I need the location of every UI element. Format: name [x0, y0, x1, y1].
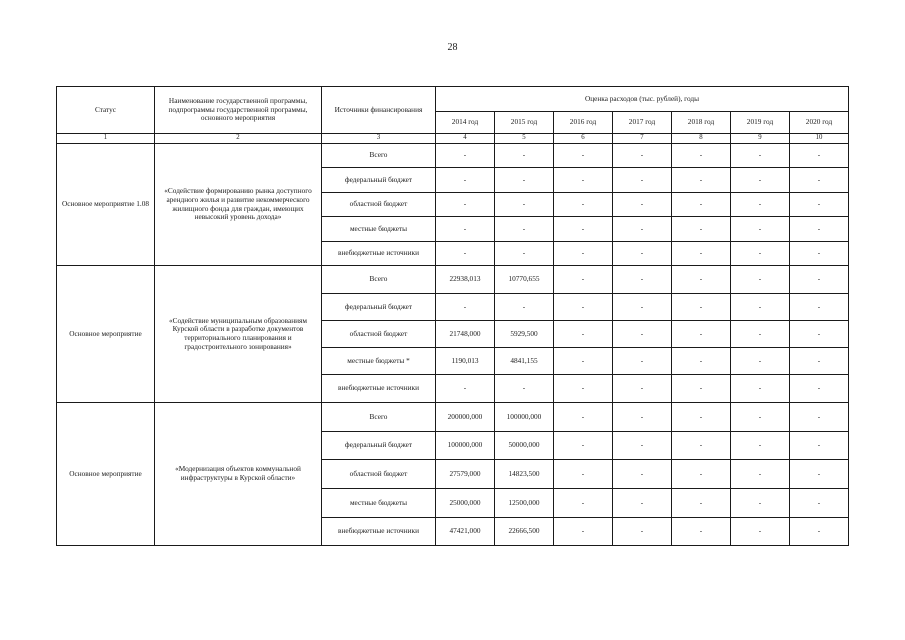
expense-value: 47421,000	[436, 518, 495, 546]
funding-source: местные бюджеты	[322, 489, 436, 518]
column-number: 2	[155, 134, 322, 144]
expense-value: -	[731, 348, 790, 375]
expense-value: -	[495, 242, 554, 266]
measure-name: «Содействие формированию рынка доступного арендного жилья и развитие некоммерческого жилищного фонда для граждан, имеющих невысокий уровень дохода»	[155, 144, 322, 266]
expense-value: -	[731, 460, 790, 489]
expense-value: -	[436, 217, 495, 242]
expense-value: 10770,655	[495, 266, 554, 294]
expense-value: -	[554, 242, 613, 266]
expense-value: -	[672, 348, 731, 375]
expense-value: -	[672, 193, 731, 217]
funding-source: внебюджетные источники	[322, 518, 436, 546]
expense-value: 14823,500	[495, 460, 554, 489]
funding-source: федеральный бюджет	[322, 294, 436, 321]
expense-value: -	[613, 144, 672, 168]
expense-value: -	[613, 348, 672, 375]
header-year: 2015 год	[495, 112, 554, 134]
expense-value: -	[790, 242, 849, 266]
header-year: 2020 год	[790, 112, 849, 134]
expense-value: 50000,000	[495, 432, 554, 460]
expense-value: -	[613, 217, 672, 242]
expense-value: -	[731, 375, 790, 403]
expense-value: -	[731, 518, 790, 546]
expense-value: -	[672, 294, 731, 321]
expense-value: -	[436, 375, 495, 403]
expense-value: -	[436, 144, 495, 168]
expense-value: 27579,000	[436, 460, 495, 489]
expense-value: -	[790, 460, 849, 489]
funding-source: областной бюджет	[322, 321, 436, 348]
funding-source: Всего	[322, 144, 436, 168]
expense-value: -	[790, 489, 849, 518]
expense-value: -	[554, 266, 613, 294]
funding-source: Всего	[322, 403, 436, 432]
expense-value: -	[672, 144, 731, 168]
column-number: 7	[613, 134, 672, 144]
expense-value: -	[554, 321, 613, 348]
expense-value: -	[613, 266, 672, 294]
measure-status: Основное мероприятие	[57, 266, 155, 403]
expense-value: -	[495, 168, 554, 193]
expense-value: 22666,500	[495, 518, 554, 546]
expense-value: -	[672, 168, 731, 193]
expense-value: -	[554, 294, 613, 321]
expense-value: -	[731, 144, 790, 168]
expense-value: -	[790, 168, 849, 193]
expense-value: -	[613, 168, 672, 193]
expense-value: 100000,000	[436, 432, 495, 460]
expense-value: -	[436, 193, 495, 217]
expense-value: -	[554, 489, 613, 518]
funding-source: федеральный бюджет	[322, 432, 436, 460]
expense-value: 4841,155	[495, 348, 554, 375]
funding-source: внебюджетные источники	[322, 375, 436, 403]
funding-source: областной бюджет	[322, 193, 436, 217]
expense-value: -	[613, 403, 672, 432]
table-row	[57, 144, 849, 168]
measure-name: «Содействие муниципальным образованиям Курской области в разработке документов территориального планирования и градостроительного зонирования»	[155, 266, 322, 403]
measure-status: Основное мероприятие	[57, 403, 155, 546]
expense-value: -	[731, 193, 790, 217]
funding-source: Всего	[322, 266, 436, 294]
header-name: Наименование государственной программы, подпрограммы государственной программы, основного мероприятия	[155, 87, 322, 134]
expense-value: -	[672, 489, 731, 518]
funding-source: внебюджетные источники	[322, 242, 436, 266]
expense-value: -	[790, 375, 849, 403]
expense-value: -	[790, 266, 849, 294]
expense-value: -	[731, 403, 790, 432]
expense-value: -	[613, 432, 672, 460]
page-number: 28	[447, 42, 458, 53]
expense-value: -	[436, 294, 495, 321]
expense-value: -	[495, 375, 554, 403]
expense-value: -	[790, 348, 849, 375]
column-number: 8	[672, 134, 731, 144]
expense-value: 22938,013	[436, 266, 495, 294]
expense-value: -	[672, 518, 731, 546]
expense-value: -	[731, 432, 790, 460]
measure-status: Основное мероприятие 1.08	[57, 144, 155, 266]
expense-value: 200000,000	[436, 403, 495, 432]
expense-value: -	[672, 321, 731, 348]
expense-value: -	[554, 144, 613, 168]
budget-table	[56, 86, 849, 546]
expense-value: -	[495, 193, 554, 217]
expense-value: -	[672, 266, 731, 294]
column-number: 6	[554, 134, 613, 144]
expense-value: -	[672, 242, 731, 266]
header-year: 2019 год	[731, 112, 790, 134]
expense-value: -	[495, 294, 554, 321]
expense-value: -	[731, 294, 790, 321]
header-estimate: Оценка расходов (тыс. рублей), годы	[436, 87, 849, 112]
expense-value: 25000,000	[436, 489, 495, 518]
expense-value: -	[554, 375, 613, 403]
column-number: 5	[495, 134, 554, 144]
funding-source: федеральный бюджет	[322, 168, 436, 193]
header-status: Статус	[57, 87, 155, 134]
expense-value: -	[495, 217, 554, 242]
expense-value: -	[731, 217, 790, 242]
expense-value: -	[554, 217, 613, 242]
funding-source: местные бюджеты	[322, 217, 436, 242]
expense-value: -	[554, 403, 613, 432]
column-number: 10	[790, 134, 849, 144]
expense-value: -	[790, 193, 849, 217]
expense-value: -	[554, 432, 613, 460]
expense-value: 100000,000	[495, 403, 554, 432]
expense-value: -	[790, 144, 849, 168]
expense-value: 12500,000	[495, 489, 554, 518]
expense-value: -	[790, 321, 849, 348]
expense-value: -	[554, 193, 613, 217]
header-year: 2014 год	[436, 112, 495, 134]
expense-value: -	[790, 217, 849, 242]
table-row	[57, 266, 849, 294]
expense-value: -	[554, 168, 613, 193]
expense-value: 1190,013	[436, 348, 495, 375]
expense-value: -	[672, 432, 731, 460]
expense-value: -	[790, 294, 849, 321]
column-number: 9	[731, 134, 790, 144]
expense-value: -	[731, 168, 790, 193]
header-year: 2018 год	[672, 112, 731, 134]
expense-value: -	[731, 489, 790, 518]
column-number: 3	[322, 134, 436, 144]
table-row	[57, 403, 849, 432]
expense-value: 21748,000	[436, 321, 495, 348]
expense-value: -	[613, 375, 672, 403]
measure-name: «Модернизация объектов коммунальной инфраструктуры в Курской области»	[155, 403, 322, 546]
expense-value: -	[672, 460, 731, 489]
expense-value: -	[554, 518, 613, 546]
expense-value: -	[672, 375, 731, 403]
expense-value: -	[613, 321, 672, 348]
expense-value: -	[790, 432, 849, 460]
expense-value: -	[672, 217, 731, 242]
expense-value: -	[790, 403, 849, 432]
expense-value: -	[790, 518, 849, 546]
funding-source: областной бюджет	[322, 460, 436, 489]
expense-value: -	[731, 321, 790, 348]
expense-value: -	[613, 489, 672, 518]
expense-value: -	[613, 242, 672, 266]
expense-value: -	[554, 460, 613, 489]
expense-value: -	[731, 242, 790, 266]
expense-value: -	[554, 348, 613, 375]
expense-value: -	[436, 242, 495, 266]
expense-value: -	[613, 294, 672, 321]
expense-value: -	[672, 403, 731, 432]
expense-value: -	[613, 460, 672, 489]
header-sources: Источники финансирования	[322, 87, 436, 134]
expense-value: -	[613, 518, 672, 546]
header-year: 2017 год	[613, 112, 672, 134]
funding-source: местные бюджеты *	[322, 348, 436, 375]
expense-value: -	[436, 168, 495, 193]
expense-value: -	[495, 144, 554, 168]
column-number: 4	[436, 134, 495, 144]
expense-value: -	[613, 193, 672, 217]
column-number: 1	[57, 134, 155, 144]
header-year: 2016 год	[554, 112, 613, 134]
expense-value: 5929,500	[495, 321, 554, 348]
expense-value: -	[731, 266, 790, 294]
